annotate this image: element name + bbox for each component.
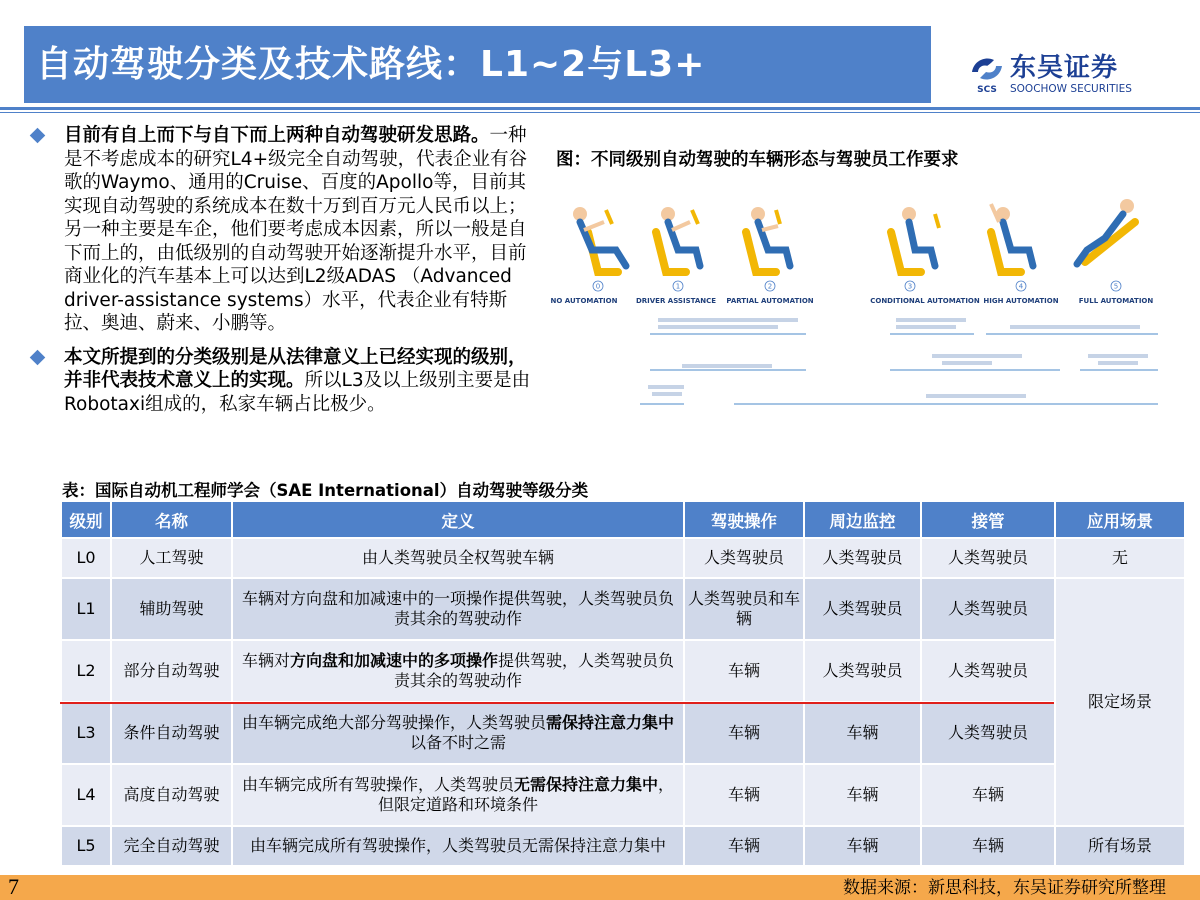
definition-text: 由车辆完成绝大部分驾驶操作，人类驾驶员 (241, 713, 546, 732)
name-cell: 人工驾驶 (111, 538, 232, 578)
table-header-cell: 接管 (921, 501, 1055, 538)
definition-cell (232, 702, 684, 764)
level-number: 4 (1018, 282, 1024, 291)
scene-cell: 所有场景 (1055, 826, 1185, 866)
table-header-cell: 定义 (232, 501, 684, 538)
definition-text: 由车辆完成所有驾驶操作，人类驾驶员 (241, 775, 514, 794)
definition-text: ，但限定道路和环境条件 (377, 775, 675, 814)
drive-cell: 车辆 (684, 640, 804, 702)
level-label: DRIVER ASSISTANCE (635, 297, 717, 305)
page-number: 7 (8, 874, 19, 899)
driver-illustration-0 (573, 207, 626, 272)
level-cell: L2 (61, 640, 111, 702)
monitor-cell: 人类驾驶员 (804, 538, 921, 578)
monitor-cell: 人类驾驶员 (804, 640, 921, 702)
monitor-cell: 车辆 (804, 702, 921, 764)
level-label: NO AUTOMATION (550, 297, 618, 305)
name-cell: 部分自动驾驶 (111, 640, 232, 702)
table-row (61, 640, 1185, 702)
monitor-cell: 车辆 (804, 764, 921, 826)
name-cell: 高度自动驾驶 (111, 764, 232, 826)
logo-text-en: SOOCHOW SECURITIES (1010, 83, 1132, 95)
definition-text: 以备不时之需 (409, 733, 506, 752)
definition-cell (232, 578, 684, 640)
definition-cell (232, 764, 684, 826)
name-cell: 完全自动驾驶 (111, 826, 232, 866)
bullet-list (28, 124, 538, 426)
requirement-placeholder-text (648, 318, 1148, 398)
diamond-bullet-icon (30, 128, 46, 144)
definition-text: 车辆对 (241, 651, 290, 670)
level-cell: L4 (61, 764, 111, 826)
driver-illustration-1 (656, 207, 700, 272)
requirement-bands (640, 334, 1158, 404)
drive-cell: 人类驾驶员和车辆 (684, 578, 804, 640)
level-label: HIGH AUTOMATION (983, 297, 1059, 305)
table-header-cell: 应用场景 (1055, 501, 1185, 538)
driver-illustration-5 (1077, 199, 1135, 264)
driver-illustration-3 (891, 207, 939, 272)
header-rule-thin (0, 112, 1200, 113)
name-cell: 辅助驾驶 (111, 578, 232, 640)
table-header-cell: 驾驶操作 (684, 501, 804, 538)
definition-bold-text: 方向盘和加减速中的多项操作 (289, 651, 498, 670)
table-header-row (61, 501, 1185, 538)
level-number: 2 (767, 282, 773, 291)
takeover-cell: 人类驾驶员 (921, 538, 1055, 578)
bullet-item (28, 124, 538, 336)
page-title: 自动驾驶分类及技术路线：L1~2与L3+ (36, 44, 706, 85)
table-caption: 表：国际自动机工程师学会（SAE International）自动驾驶等级分类 (62, 481, 589, 500)
diamond-bullet-icon (30, 349, 46, 365)
bullet-bold-text: 目前有自上而下与自下而上两种自动驾驶研发思路。 (64, 125, 490, 146)
bullet-item (28, 346, 538, 417)
driver-illustration-4 (991, 204, 1033, 272)
takeover-cell: 车辆 (921, 764, 1055, 826)
drive-cell: 人类驾驶员 (684, 538, 804, 578)
table-row (61, 826, 1185, 866)
definition-text: 提供驾驶，人类驾驶员负责其余的驾驶动作 (393, 651, 675, 690)
level-label: PARTIAL AUTOMATION (726, 297, 814, 305)
definition-text: 由人类驾驶员全权驾驶车辆 (361, 548, 554, 567)
bullet-bold-text: 本文所提到的分类级别是从法律意义上已经实现的级别，并非代表技术意义上的实现。 (64, 346, 527, 391)
table-header-cell: 周边监控 (804, 501, 921, 538)
logo-text-cn: 东吴证券 (1010, 53, 1119, 83)
table-row (61, 538, 1185, 578)
company-logo (968, 52, 1148, 96)
level-number: 0 (595, 282, 601, 291)
definition-cell (232, 538, 684, 578)
automation-levels-figure (550, 182, 1160, 408)
monitor-cell: 车辆 (804, 826, 921, 866)
level-label: FULL AUTOMATION (1078, 297, 1154, 305)
definition-cell (232, 640, 684, 702)
l2-l3-divider-line (60, 702, 1054, 704)
level-cell: L0 (61, 538, 111, 578)
drive-cell: 车辆 (684, 764, 804, 826)
takeover-cell: 人类驾驶员 (921, 640, 1055, 702)
definition-bold-text: 需保持注意力集中 (546, 713, 675, 732)
level-cell: L5 (61, 826, 111, 866)
level-cell: L1 (61, 578, 111, 640)
scene-cell: 无 (1055, 538, 1185, 578)
takeover-cell: 车辆 (921, 826, 1055, 866)
definition-bold-text: 无需保持注意力集中 (513, 775, 658, 794)
level-label: CONDITIONAL AUTOMATION (870, 297, 980, 305)
definition-text: 车辆对方向盘和加减速中的一项操作提供驾驶，人类驾驶员负责其余的驾驶动作 (241, 589, 674, 628)
scene-cell: 限定场景 (1055, 578, 1185, 826)
table-row (61, 702, 1185, 764)
definition-cell (232, 826, 684, 866)
level-number: 5 (1113, 282, 1119, 291)
logo-mark-icon (968, 52, 1006, 94)
drive-cell: 车辆 (684, 826, 804, 866)
table-header-cell: 名称 (111, 501, 232, 538)
level-number: 3 (907, 282, 913, 291)
driver-illustration-2 (746, 207, 790, 272)
bullet-text: 所以L3及以上级别主要是由Robotaxi组成的，私家车辆占比极少。 (64, 370, 531, 415)
figure-caption: 图：不同级别自动驾驶的车辆形态与驾驶员工作要求 (556, 150, 959, 170)
level-markers (551, 281, 1154, 305)
takeover-cell: 人类驾驶员 (921, 578, 1055, 640)
takeover-cell: 人类驾驶员 (921, 702, 1055, 764)
table-header-cell: 级别 (61, 501, 111, 538)
sae-levels-table (60, 500, 1186, 867)
table-row (61, 764, 1185, 826)
definition-text: 由车辆完成所有驾驶操作，人类驾驶员无需保持注意力集中 (249, 836, 666, 855)
drive-cell: 车辆 (684, 702, 804, 764)
header-rule (0, 107, 1200, 110)
logo-mark-text: SCS (977, 85, 997, 94)
level-number: 1 (675, 282, 681, 291)
level-cell: L3 (61, 702, 111, 764)
table-row (61, 578, 1185, 640)
bullet-text: 一种是不考虑成本的研究L4+级完全自动驾驶，代表企业有谷歌的Waymo、通用的Cruise、百度的Apollo等，目前其实现自动驾驶的系统成本在数十万到百万元人民币以上；另一种主要是车企，他们要考虑成本因素，所以一般是自下而上的，由低级别的自动驾驶开始逐渐提升水平，目前商业化的汽车基本上可以达到L2级ADAS （Advanced driver-assistance systems）水平，代表企业有特斯拉、奥迪、蔚来、小鹏等。 (64, 125, 528, 334)
name-cell: 条件自动驾驶 (111, 702, 232, 764)
data-source: 数据来源：新思科技，东吴证券研究所整理 (843, 878, 1166, 898)
monitor-cell: 人类驾驶员 (804, 578, 921, 640)
